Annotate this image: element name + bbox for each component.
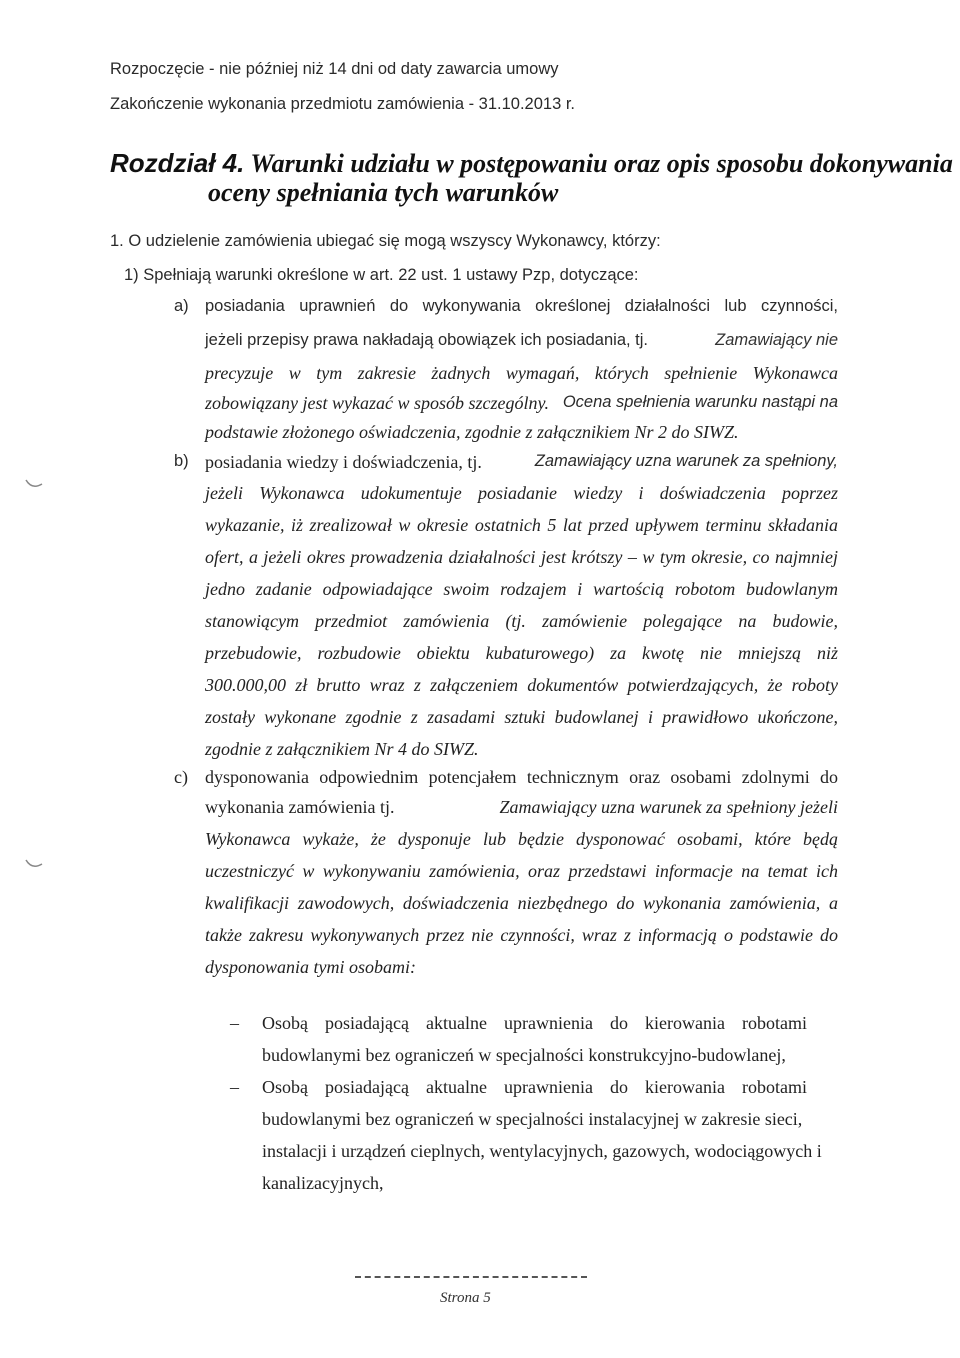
item-b-line-9: zostały wykonane zgodnie z zasadami sztuki budowlanej i prawidłowo ukończone, xyxy=(205,707,838,727)
item-c-marker: c) xyxy=(174,767,188,787)
item-c-line-6: także zakresu wykonywanych przez nie czynności, wraz z informacją o podstawie do xyxy=(205,925,838,945)
dash-item-2-line-4: kanalizacyjnych, xyxy=(262,1173,384,1193)
item-b-line-10: zgodnie z załącznikiem Nr 4 do SIWZ. xyxy=(205,739,479,759)
item-b-line-2: jeżeli Wykonawca udokumentuje posiadanie wiedzy i doświadczenia poprzez xyxy=(205,483,838,503)
item-a-marker: a) xyxy=(174,297,189,315)
chapter-title-line2: oceny spełniania tych warunków xyxy=(208,178,559,207)
item-c-line-2-plain: wykonania zamówienia tj. xyxy=(205,797,395,817)
item-b-line-1-italic: Zamawiający uzna warunek za spełniony, xyxy=(534,452,838,470)
footer-separator xyxy=(355,1276,587,1278)
item-c-line-7: dysponowania tymi osobami: xyxy=(205,957,416,977)
item-a-line-2 xyxy=(205,331,838,350)
dash-item-2-line-1: Osobą posiadającą aktualne uprawnienia do kierowania robotami xyxy=(262,1077,807,1097)
item-a-line-5: podstawie złożonego oświadczenia, zgodnie z załącznikiem Nr 2 do SIWZ. xyxy=(205,422,739,442)
page-number: Strona 5 xyxy=(440,1290,491,1306)
end-date-line: Zakończenie wykonania przedmiotu zamówienia - 31.10.2013 r. xyxy=(110,95,576,113)
item-a-line-3: precyzuje w tym zakresie żadnych wymagań, których spełnienie Wykonawca xyxy=(205,363,838,383)
dash-item-1-line-2: budowlanymi bez ograniczeń w specjalności konstrukcyjno-budowlanej, xyxy=(262,1045,786,1065)
item-a-line-1: posiadania uprawnień do wykonywania określonej działalności lub czynności, xyxy=(205,297,838,315)
dash-item-1-line-1: Osobą posiadającą aktualne uprawnienia do kierowania robotami xyxy=(262,1013,807,1033)
item-c-line-3: Wykonawca wykaże, że dysponuje lub będzie dysponować osobami, które będą xyxy=(205,829,838,849)
item-b-line-8: 300.000,00 zł brutto wraz z załączeniem dokumentów potwierdzających, że roboty xyxy=(205,675,838,695)
item-b-marker: b) xyxy=(174,452,189,470)
item-c-line-2 xyxy=(205,797,838,818)
start-date-line: Rozpoczęcie - nie później niż 14 dni od daty zawarcia umowy xyxy=(110,60,559,78)
item-b-line-1 xyxy=(205,452,838,473)
item-a-line-4-sans: Ocena spełnienia warunku nastąpi na xyxy=(562,393,838,411)
item-b-line-5: jedno zadanie odpowiadające swoim rodzajem i wartością robotom budowlanym xyxy=(205,579,838,599)
item-c-line-1: dysponowania odpowiednim potencjałem technicznym oraz osobami zdolnymi do xyxy=(205,767,838,787)
binder-mark-lower xyxy=(24,858,44,872)
dash-item-2-line-3: instalacji i urządzeń cieplnych, wentylacyjnych, gazowych, wodociągowych i xyxy=(262,1141,822,1161)
item-a-line-4-italic: zobowiązany jest wykazać w sposób szczególny. xyxy=(205,393,549,413)
item-b-line-7: przebudowie, rozbudowie obiektu kubaturowego) za kwotę nie mniejszą niż xyxy=(205,643,838,663)
item-a-line-4 xyxy=(205,393,838,414)
item-b-line-1-plain: posiadania wiedzy i doświadczenia, tj. xyxy=(205,452,482,472)
item-b-line-4: ofert, a jeżeli okres prowadzenia działalności jest krótszy – w tym okresie, co najmniej xyxy=(205,547,838,567)
chapter-heading xyxy=(110,148,953,179)
item-b-line-6: stanowiącym przedmiot zamówienia (tj. zamówienie polegające na budowie, xyxy=(205,611,838,631)
binder-mark-upper xyxy=(24,478,44,492)
item-b-line-3: wykazanie, iż zrealizował w okresie ostatnich 5 lat przed upływem terminu składania xyxy=(205,515,838,535)
item-c-line-2-italic: Zamawiający uzna warunek za spełniony jeżeli xyxy=(499,797,838,817)
chapter-number: Rozdział 4. xyxy=(110,148,245,178)
section-1-item-1: 1) Spełniają warunki określone w art. 22 ust. 1 ustawy Pzp, dotyczące: xyxy=(124,266,639,284)
item-a-line-2-italic: Zamawiający nie xyxy=(715,331,838,349)
item-a-line-2-plain: jeżeli przepisy prawa nakładają obowiązek ich posiadania, tj. xyxy=(205,331,649,349)
item-c-line-4: uczestniczyć w wykonywaniu zamówienia, oraz przedstawi informacje na temat ich xyxy=(205,861,838,881)
dash-item-2-line-2: budowlanymi bez ograniczeń w specjalności instalacyjnej w zakresie sieci, xyxy=(262,1109,803,1129)
dash-item-1-marker: – xyxy=(230,1013,239,1033)
dash-item-2-marker: – xyxy=(230,1077,239,1097)
chapter-title-line1: Warunki udziału w postępowaniu oraz opis sposobu dokonywania xyxy=(250,149,953,178)
item-c-line-5: kwalifikacji zawodowych, doświadczenia niezbędnego do wykonania zamówienia, a xyxy=(205,893,838,913)
section-1-intro: 1. O udzielenie zamówienia ubiegać się mogą wszyscy Wykonawcy, którzy: xyxy=(110,232,661,250)
